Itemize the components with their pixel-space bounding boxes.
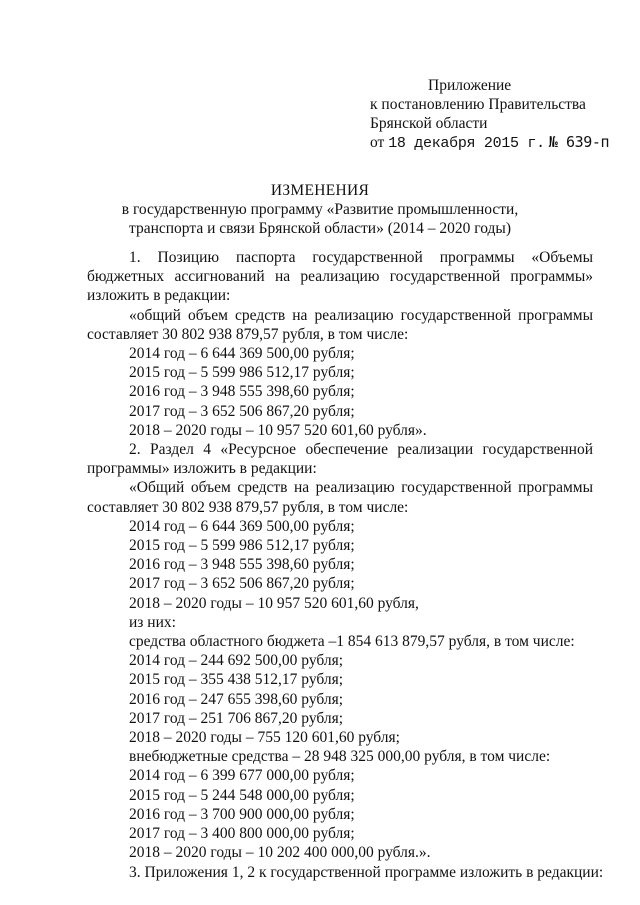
appendix-title: Приложение: [428, 77, 512, 94]
section1-line: 2014 год – 6 644 369 500,00 рубля;: [129, 345, 355, 363]
regional-line: 2017 год – 251 706 867,20 рубля;: [129, 709, 344, 727]
appendix-resolution-line: к постановлению Правительства: [370, 96, 586, 113]
section2-intro: 2. Раздел 4 «Ресурсное обеспечение реализации государственной программы» изложить в редакции:: [87, 441, 593, 478]
section2-line: 2015 год – 5 599 986 512,17 рубля;: [129, 537, 355, 555]
title-subline-2: транспорта и связи Брянской области» (2014 – 2020 годы): [129, 220, 511, 237]
document-heading: ИЗМЕНЕНИЯ: [270, 182, 370, 199]
offbudget-line: 2016 год – 3 700 900 000,00 рубля;: [129, 805, 355, 823]
resolution-date: 18 декабря 2015 г.: [388, 135, 545, 152]
regional-line: 2016 год – 247 655 398,60 рубля;: [129, 690, 344, 708]
section2-line: 2014 год – 6 644 369 500,00 рубля;: [129, 517, 355, 535]
section1-line: 2016 год – 3 948 555 398,60 рубля;: [129, 383, 355, 401]
offbudget-line: 2015 год – 5 244 548 000,00 рубля;: [129, 786, 355, 804]
section3-intro: 3. Приложения 1, 2 к государственной программе изложить в редакции:: [129, 863, 604, 881]
regional-line: 2014 год – 244 692 500,00 рубля;: [129, 652, 344, 670]
section1-line: 2017 год – 3 652 506 867,20 рубля;: [129, 402, 355, 420]
section1-line: 2015 год – 5 599 986 512,17 рубля;: [129, 364, 355, 382]
resolution-number: № 639-п: [548, 133, 610, 151]
section1-quote: «общий объем средств на реализацию государственной программы составляет 30 802 938 879,57 рубля, в том числе:: [87, 306, 593, 343]
appendix-date-line: [370, 133, 609, 153]
title-subline-1: в государственную программу «Развитие промышленности,: [121, 201, 519, 218]
appendix-block: [370, 76, 609, 153]
offbudget-header: внебюджетные средства – 28 948 325 000,00 рубля, в том числе:: [129, 748, 551, 766]
offbudget-line: 2018 – 2020 годы – 10 202 400 000,00 рубля.».: [129, 844, 431, 862]
appendix-region-line: Брянской области: [370, 115, 488, 132]
offbudget-line: 2014 год – 6 399 677 000,00 рубля;: [129, 767, 355, 785]
offbudget-line: 2017 год – 3 400 800 000,00 рубля;: [129, 825, 355, 843]
of-them-label: из них:: [129, 613, 176, 631]
regional-line: 2018 – 2020 годы – 755 120 601,60 рубля;: [129, 729, 400, 747]
document-body: [87, 248, 604, 882]
section2-line: 2018 – 2020 годы – 10 957 520 601,60 рубля,: [129, 594, 419, 612]
section1-line: 2018 – 2020 годы – 10 957 520 601,60 рубля».: [129, 421, 427, 439]
title-block: [0, 181, 640, 238]
section2-line: 2017 год – 3 652 506 867,20 рубля;: [129, 575, 355, 593]
regional-budget-header: средства областного бюджета –1 854 613 879,57 рубля, в том числе:: [129, 633, 575, 651]
section2-quote: «Общий объем средств на реализацию государственной программы составляет 30 802 938 879,57 рубля, в том числе:: [87, 479, 593, 516]
date-prefix: от: [370, 134, 385, 151]
section2-line: 2016 год – 3 948 555 398,60 рубля;: [129, 556, 355, 574]
regional-line: 2015 год – 355 438 512,17 рубля;: [129, 671, 344, 689]
section1-intro: 1. Позицию паспорта государственной программы «Объемы бюджетных ассигнований на реализацию государственной программы» изложить в редакции:: [87, 249, 593, 305]
